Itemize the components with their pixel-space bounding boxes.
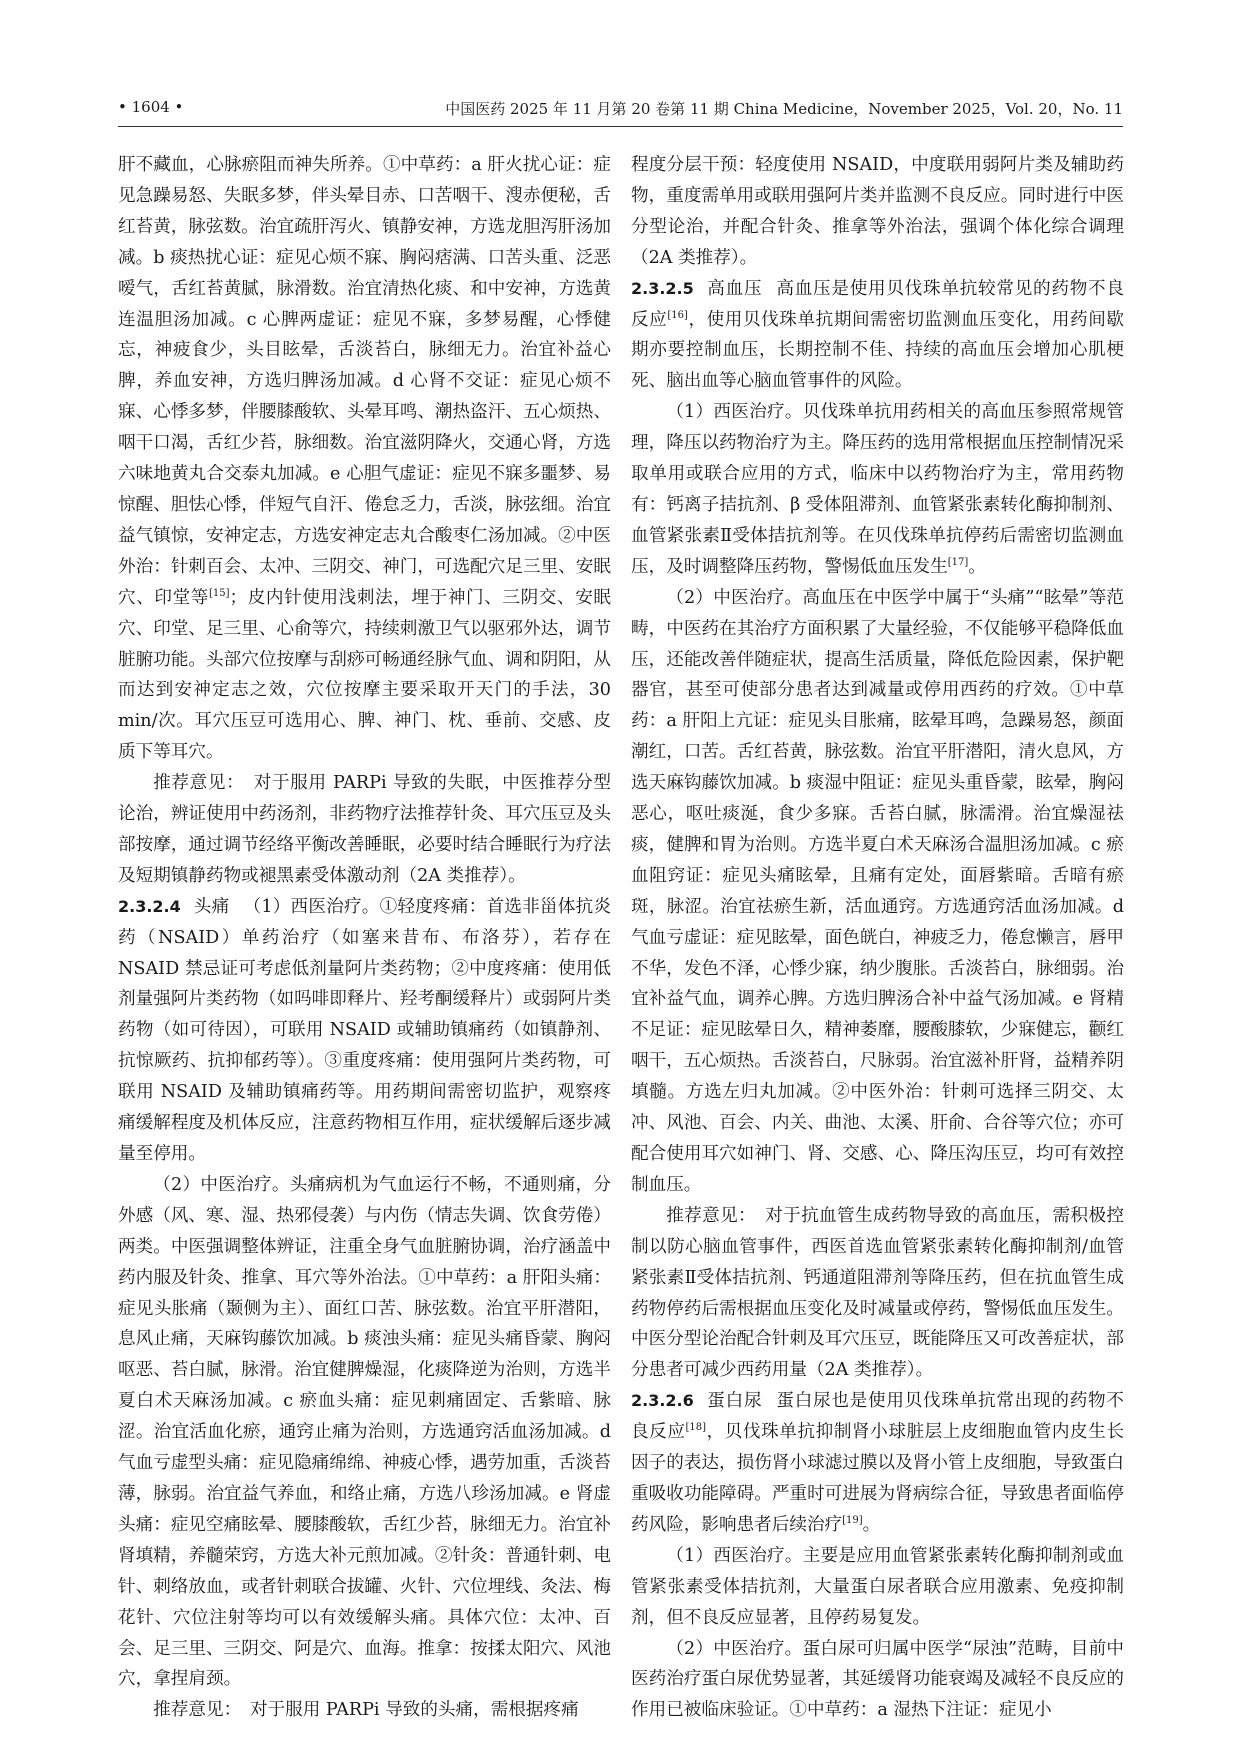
section-title: 头痛 [193, 896, 230, 917]
paragraph: 肝不藏血，心脉瘀阻而神失所养。①中草药：a 肝火扰心证：症见急躁易怒、失眠多梦，伴头晕目赤、口苦咽干、溲赤便秘，舌红苔黄，脉弦数。治宜疏肝泻火、镇静安神，方选龙胆泻肝汤加减。b 痰热扰心证：症见心烦不寐、胸闷痞满、口苦头重、泛恶嗳气，舌红苔黄腻，脉滑数。治宜清热化痰、和中安神，方选黄连温胆汤加减。c 心脾两虚证：症见不寐，多梦易醒，心悸健忘，神疲食少，头目眩晕，舌淡苔白，脉细无力。治宜补益心脾，养血安神，方选归脾汤加减。d 心肾不交证：症见心烦不寐、心悸多梦，伴腰膝酸软、头晕耳鸣、潮热盗汗、五心烦热、咽干口渴，舌红少苔，脉细数。治宜滋阴降火，交通心肾，方选六味地黄丸合交泰丸加减。e 心胆气虚证：症见不寐多噩梦、易惊醒、胆怯心悸，伴短气自汗、倦怠乏力，舌淡，脉弦细。治宜益气镇惊，安神定志，方选安神定志丸合酸枣仁汤加减。②中医外治：针刺百会、太冲、三阴交、神门，可选配穴足三里、安眠穴、印堂等[15]；皮内针使用浅刺法，埋于神门、三阴交、安眠穴、印堂、足三里、心俞等穴，持续刺激卫气以驱邪外达，调节脏腑功能。头部穴位按摩与刮痧可畅通经脉气血、调和阴阳，从而达到安神定志之效，穴位按摩主要采取开天门的手法，30 min/次。耳穴压豆可选用心、脾、神门、枕、垂前、交感、皮质下等耳穴。 [118, 155, 611, 763]
section-number: 2.3.2.6 [631, 1391, 694, 1411]
citation-ref: [17] [947, 556, 969, 568]
citation-ref: [15] [208, 587, 230, 599]
paragraph: （2）中医治疗。蛋白尿可归属中医学“尿浊”范畴，目前中医药治疗蛋白尿优势显著，其延缓肾功能衰竭及减轻不良反应的作用已被临床验证。①中草药：a 湿热下注证：症见小 [631, 1638, 1124, 1721]
citation-ref: [18] [685, 1422, 707, 1434]
right-column [631, 150, 1124, 1726]
section-paragraph: 2.3.2.5 高血压 高血压是使用贝伐珠单抗较常见的药物不良反应[16]，使用贝伐珠单抗期间需密切监测血压变化，用药间歇期亦要控制血压，长期控制不佳、持续的高血压会增加心肌梗死、脑出血等心脑血管事件的风险。 [631, 278, 1124, 392]
recommendation-paragraph: 推荐意见： 对于服用 PARPi 导致的头痛，需根据疼痛 [153, 1700, 579, 1721]
running-header [118, 98, 1123, 122]
citation-ref: [19] [842, 1515, 863, 1527]
section-number: 2.3.2.5 [631, 278, 694, 298]
paragraph: 程度分层干预：轻度使用 NSAID，中度联用弱阿片类及辅助药物，重度需单用或联用强阿片类并监测不良反应。同时进行中医分型论治，并配合针灸、推拿等外治法，强调个体化综合调理（2A 类推荐）。 [631, 155, 1124, 268]
recommendation-paragraph: 推荐意见： 对于抗血管生成药物导致的高血压，需积极控制以防心脑血管事件，西医首选血管紧张素转化酶抑制剂/血管紧张素Ⅱ受体拮抗剂、钙通道阻滞剂等降压药，但在抗血管生成药物停药后需根据血压变化及时减量或停药，警惕低血压发生。中医分型论治配合针刺及耳穴压豆，既能降压又可改善症状，部分患者可减少西药用量（2A 类推荐）。 [631, 1205, 1124, 1381]
recommendation-paragraph: 推荐意见： 对于服用 PARPi 导致的失眠，中医推荐分型论治，辨证使用中药汤剂，非药物疗法推荐针灸、耳穴压豆及头部按摩，通过调节经络平衡改善睡眠，必要时结合睡眠行为疗法及短期镇静药物或褪黑素受体激动剂（2A 类推荐）。 [118, 773, 611, 886]
header-rule [118, 126, 1123, 127]
paragraph: （1）西医治疗。贝伐珠单抗用药相关的高血压参照常规管理，降压以药物治疗为主。降压药的选用常根据血压控制情况采取单用或联合应用的方式，临床中以药物治疗为主，常用药物有：钙离子拮抗剂、β 受体阻滞剂、血管紧张素转化酶抑制剂、血管紧张素Ⅱ受体拮抗剂等。在贝伐珠单抗停药后需密切监测血压，及时调整降压药物，警惕低血压发生[17]。 [631, 402, 1124, 577]
section-title: 高血压 [706, 278, 763, 299]
section-paragraph: 2.3.2.6 蛋白尿 蛋白尿也是使用贝伐珠单抗常出现的药物不良反应[18]，贝伐珠单抗抑制肾小球脏层上皮细胞血管内皮生长因子的表达，损伤肾小球滤过膜以及肾小管上皮细胞，导致蛋白重吸收功能障碍。严重时可进展为肾病综合征，导致患者面临停药风险，影响患者后续治疗[19]。 [631, 1391, 1124, 1535]
paragraph: （1）西医治疗。主要是应用血管紧张素转化酶抑制剂或血管紧张素受体拮抗剂，大量蛋白尿者联合应用激素、免疫抑制剂，但不良反应显著，且停药易复发。 [631, 1545, 1124, 1628]
paragraph: （2）中医治疗。头痛病机为气血运行不畅，不通则痛，分外感（风、寒、湿、热邪侵袭）与内伤（情志失调、饮食劳倦）两类。中医强调整体辨证，注重全身气血脏腑协调，治疗涵盖中药内服及针灸、推拿、耳穴等外治法。①中草药：a 肝阳头痛：症见头胀痛（颞侧为主）、面红口苦、脉弦数。治宜平肝潜阳，息风止痛，天麻钩藤饮加减。b 痰浊头痛：症见头痛昏蒙、胸闷呕恶、苔白腻，脉滑。治宜健脾燥湿，化痰降逆为治则，方选半夏白术天麻汤加减。c 瘀血头痛：症见刺痛固定、舌紫暗、脉涩。治宜活血化瘀，通窍止痛为治则，方选通窍活血汤加减。d 气血亏虚型头痛：症见隐痛绵绵、神疲心悸，遇劳加重，舌淡苔薄，脉弱。治宜益气养血，和络止痛，方选八珍汤加减。e 肾虚头痛：症见空痛眩晕、腰膝酸软，舌红少苔，脉细无力。治宜补肾填精，养髓荣窍，方选大补元煎加减。②针灸：普通针刺、电针、刺络放血，或者针刺联合拔罐、火针、穴位埋线、灸法、梅花针、穴位注射等均可以有效缓解头痛。具体穴位：太冲、百会、足三里、三阴交、阿是穴、血海。推拿：按揉太阳穴、风池穴，拿捏肩颈。 [118, 1174, 611, 1690]
section-paragraph: 2.3.2.4 头痛 （1）西医治疗。①轻度疼痛：首选非甾体抗炎药（NSAID）单药治疗（如塞来昔布、布洛芬），若存在 NSAID 禁忌证可考虑低剂量阿片类药物；②中度疼痛：使用低剂量强阿片类药物（如吗啡即释片、羟考酮缓释片）或弱阿片类药物（如可待因），可联用 NSAID 或辅助镇痛药（如镇静剂、抗惊厥药、抗抑郁药等）。③重度疼痛：使用强阿片类药物，可联用 NSAID 及辅助镇痛药等。用药期间需密切监护，观察疼痛缓解程度及机体反应，注意药物相互作用，症状缓解后逐步减量至停用。 [118, 896, 611, 1164]
page-number: • 1604 • [118, 98, 184, 116]
citation-ref: [16] [667, 309, 688, 321]
section-title: 蛋白尿 [706, 1391, 763, 1412]
journal-citation: 中国医药 2025 年 11 月第 20 卷第 11 期 China Medicine，November 2025，Vol. 20，No. 11 [445, 100, 1123, 118]
left-column [118, 150, 611, 1726]
paragraph: （2）中医治疗。高血压在中医学中属于“头痛”“眩晕”等范畴，中医药在其治疗方面积累了大量经验，不仅能够平稳降低血压，还能改善伴随症状，提高生活质量，降低危险因素，保护靶器官，甚至可使部分患者达到减量或停用西药的疗效。①中草药：a 肝阳上亢证：症见头目胀痛，眩晕耳鸣，急躁易怒，颜面潮红，口苦。舌红苔黄，脉弦数。治宜平肝潜阳，清火息风，方选天麻钩藤饮加减。b 痰湿中阻证：症见头重昏蒙，眩晕，胸闷恶心，呕吐痰涎，食少多寐。舌苔白腻，脉濡滑。治宜燥湿祛痰，健脾和胃为治则。方选半夏白术天麻汤合温胆汤加减。c 瘀血阻窍证：症见头痛眩晕，且痛有定处，面唇紫暗。舌暗有瘀斑，脉涩。治宜祛瘀生新，活血通窍。方选通窍活血汤加减。d 气血亏虚证：症见眩晕，面色㿠白，神疲乏力，倦怠懒言，唇甲不华，发色不泽，心悸少寐，纳少腹胀。舌淡苔白，脉细弱。治宜补益气血，调养心脾。方选归脾汤合补中益气汤加减。e 肾精不足证：症见眩晕日久，精神萎靡，腰酸膝软，少寐健忘，颧红咽干，五心烦热。舌淡苔白，尺脉弱。治宜滋补肝肾，益精养阴填髓。方选左归丸加减。②中医外治：针刺可选择三阴交、太冲、风池、百会、内关、曲池、太溪、肝俞、合谷等穴位；亦可配合使用耳穴如神门、肾、交感、心、降压沟压豆，均可有效控制血压。 [631, 587, 1124, 1195]
section-number: 2.3.2.4 [118, 896, 181, 916]
